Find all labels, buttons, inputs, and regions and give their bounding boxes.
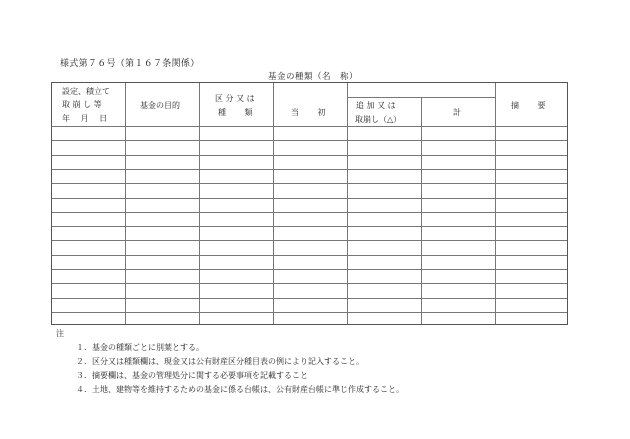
header-remarks: 摘 要 [511, 101, 546, 110]
notes-label: 注 [56, 329, 64, 338]
grid-column-line [421, 97, 422, 324]
form-id: 様式第７６号（第１６７条関係） [60, 59, 200, 69]
header-category-line-1: 区 分 又 は [215, 94, 255, 103]
note-item-4: ４．土地、建物等を維持するための基金に係る台帳は、公有財産台帳に準じ作成すること。 [76, 385, 404, 394]
grid-row-line [52, 298, 567, 299]
note-item-2: ２．区分又は種類欄は、現金又は公有財産区分種目表の例により記入すること。 [76, 357, 364, 366]
grid-row-line [52, 126, 567, 127]
grid-row-line [52, 155, 567, 156]
grid-column-line [125, 83, 126, 324]
fund-type-caption: 基金の種類（名 称） [268, 72, 359, 82]
header-category-line-2: 種 類 [218, 108, 253, 117]
header-change-line-2: 取崩し（△） [355, 115, 402, 124]
grid-row-line [52, 169, 567, 170]
header-date-line-3: 年 月 日 [62, 114, 108, 123]
header-total: 計 [453, 108, 461, 117]
header-purpose: 基金の目的 [140, 101, 180, 110]
header-initial: 当 初 [291, 108, 326, 117]
grid-row-line [52, 269, 567, 270]
grid-row-line [52, 198, 567, 199]
header-date-line-1: 設定、積立て [62, 87, 110, 96]
grid-column-line [273, 83, 274, 324]
note-item-3: ３．摘要欄は、基金の管理処分に関する必要事項を記載すること [76, 371, 308, 380]
fund-ledger-table [51, 82, 568, 325]
grid-row-line [52, 226, 567, 227]
grid-row-line [52, 255, 567, 256]
grid-column-line [347, 83, 348, 324]
grid-row-line [52, 140, 567, 141]
grid-subheader-line [347, 97, 495, 98]
grid-row-line [52, 283, 567, 284]
grid-row-line [52, 212, 567, 213]
grid-row-line [52, 240, 567, 241]
grid-row-line [52, 183, 567, 184]
grid-column-line [495, 83, 496, 324]
grid-row-line [52, 312, 567, 313]
note-item-1: １．基金の種類ごとに別葉とする。 [76, 343, 204, 352]
header-change-line-1: 追 加 又 は [356, 101, 396, 110]
header-date-line-2: 取 崩 し 等 [62, 100, 102, 109]
grid-column-line [199, 83, 200, 324]
